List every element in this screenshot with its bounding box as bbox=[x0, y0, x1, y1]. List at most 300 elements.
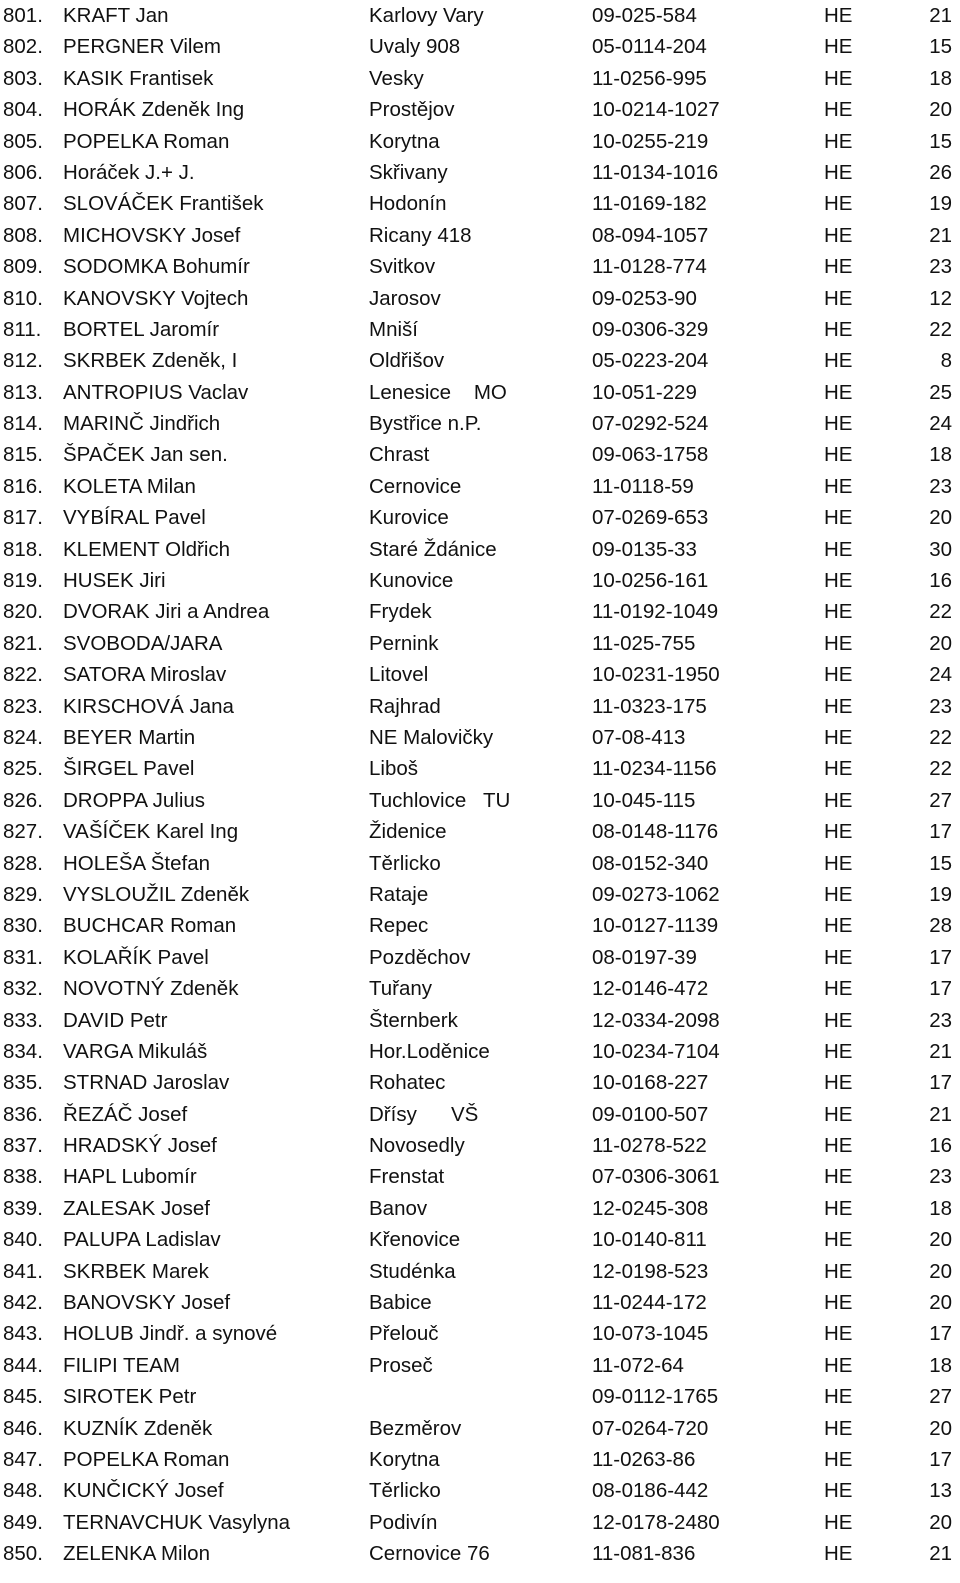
location-cell: Kunovice bbox=[369, 569, 454, 593]
breeder-name-cell: HRADSKÝ Josef bbox=[63, 1134, 217, 1158]
score-cell: 23 bbox=[929, 255, 952, 279]
breeder-name-cell: MARINČ Jindřich bbox=[63, 412, 221, 436]
ring-number-cell: 10-051-229 bbox=[592, 380, 697, 404]
rank-cell: 816. bbox=[3, 474, 43, 498]
rank-cell: 850. bbox=[3, 1542, 43, 1566]
breeder-name-cell: HORÁK Zdeněk Ing bbox=[63, 98, 245, 122]
category-cell: HE bbox=[824, 160, 853, 184]
score-cell: 17 bbox=[929, 820, 952, 844]
ring-number-cell: 11-0256-995 bbox=[592, 66, 707, 90]
score-cell: 23 bbox=[929, 474, 952, 498]
category-cell: HE bbox=[824, 98, 853, 122]
rank-cell: 832. bbox=[3, 977, 43, 1001]
breeder-name-cell: SVOBODA/JARA bbox=[63, 631, 223, 655]
ring-number-cell: 12-0198-523 bbox=[592, 1259, 709, 1283]
category-cell: HE bbox=[824, 412, 853, 436]
score-cell: 19 bbox=[929, 192, 952, 216]
table-row bbox=[0, 973, 960, 1004]
ring-number-cell: 09-0112-1765 bbox=[592, 1385, 719, 1409]
breeder-name-cell: KLEMENT Oldřich bbox=[63, 537, 231, 561]
table-row bbox=[0, 1475, 960, 1506]
score-cell: 24 bbox=[929, 412, 952, 436]
location-cell: Šternberk bbox=[369, 1008, 458, 1032]
table-row bbox=[0, 471, 960, 502]
location-cell: Rataje bbox=[369, 882, 429, 906]
rank-cell: 822. bbox=[3, 663, 43, 687]
category-cell: HE bbox=[824, 4, 853, 27]
location-cell: Mniší bbox=[369, 317, 418, 341]
score-cell: 27 bbox=[929, 788, 952, 812]
breeder-name-cell: SLOVÁČEK František bbox=[63, 192, 264, 216]
rank-cell: 838. bbox=[3, 1165, 43, 1189]
category-cell: HE bbox=[824, 569, 853, 593]
ring-number-cell: 05-0223-204 bbox=[592, 349, 709, 373]
score-cell: 23 bbox=[929, 1165, 952, 1189]
rank-cell: 818. bbox=[3, 537, 43, 561]
score-cell: 16 bbox=[929, 569, 952, 593]
breeder-name-cell: KOLAŘÍK Pavel bbox=[63, 945, 209, 969]
score-cell: 21 bbox=[929, 223, 952, 247]
breeder-name-cell: HUSEK Jiri bbox=[63, 569, 166, 593]
rank-cell: 807. bbox=[3, 192, 43, 216]
table-row bbox=[0, 94, 960, 125]
category-cell: HE bbox=[824, 1322, 853, 1346]
location-cell: NE Malovičky bbox=[369, 725, 494, 749]
score-cell: 20 bbox=[929, 506, 952, 530]
breeder-name-cell: BORTEL Jaromír bbox=[63, 317, 220, 341]
score-cell: 20 bbox=[929, 1228, 952, 1252]
category-cell: HE bbox=[824, 66, 853, 90]
score-cell: 20 bbox=[929, 98, 952, 122]
score-cell: 17 bbox=[929, 1447, 952, 1471]
rank-cell: 804. bbox=[3, 98, 43, 122]
table-row bbox=[0, 63, 960, 94]
category-cell: HE bbox=[824, 725, 853, 749]
rank-cell: 835. bbox=[3, 1071, 43, 1095]
score-cell: 18 bbox=[929, 443, 952, 467]
category-cell: HE bbox=[824, 317, 853, 341]
table-row bbox=[0, 1193, 960, 1224]
category-cell: HE bbox=[824, 129, 853, 153]
table-row bbox=[0, 502, 960, 533]
ring-number-cell: 11-0192-1049 bbox=[592, 600, 719, 624]
table-row bbox=[0, 848, 960, 879]
ring-number-cell: 11-0244-172 bbox=[592, 1291, 707, 1315]
rank-cell: 843. bbox=[3, 1322, 43, 1346]
rank-cell: 845. bbox=[3, 1385, 43, 1409]
location-cell: Pozděchov bbox=[369, 945, 471, 969]
table-row bbox=[0, 1381, 960, 1412]
location-cell: Liboš bbox=[369, 757, 419, 781]
rank-cell: 808. bbox=[3, 223, 43, 247]
score-cell: 16 bbox=[929, 1134, 952, 1158]
rank-cell: 806. bbox=[3, 160, 43, 184]
breeder-name-cell: ZALESAK Josef bbox=[63, 1196, 210, 1220]
ring-number-cell: 05-0114-204 bbox=[592, 35, 707, 59]
location-cell: Litovel bbox=[369, 663, 429, 687]
table-row bbox=[0, 408, 960, 439]
table-row bbox=[0, 1444, 960, 1475]
rank-cell: 844. bbox=[3, 1353, 43, 1377]
ring-number-cell: 08-0152-340 bbox=[592, 851, 709, 875]
category-cell: HE bbox=[824, 757, 853, 781]
location-cell: Frenstat bbox=[369, 1165, 445, 1189]
breeder-name-cell: SKRBEK Zdeněk, I bbox=[63, 349, 238, 373]
rank-cell: 849. bbox=[3, 1510, 43, 1534]
rank-cell: 841. bbox=[3, 1259, 43, 1283]
table-row bbox=[0, 1067, 960, 1098]
location-cell: Křenovice bbox=[369, 1228, 461, 1252]
rank-cell: 833. bbox=[3, 1008, 43, 1032]
location-cell: Ricany 418 bbox=[369, 223, 472, 247]
breeder-name-cell: VAŠÍČEK Karel Ing bbox=[63, 820, 239, 844]
rank-cell: 846. bbox=[3, 1416, 43, 1440]
breeder-name-cell: SKRBEK Marek bbox=[63, 1259, 209, 1283]
score-cell: 17 bbox=[929, 1322, 952, 1346]
location-cell: Hodonín bbox=[369, 192, 447, 216]
breeder-name-cell: TERNAVCHUK Vasylyna bbox=[63, 1510, 291, 1534]
category-cell: HE bbox=[824, 380, 853, 404]
score-cell: 18 bbox=[929, 66, 952, 90]
score-cell: 21 bbox=[929, 1542, 952, 1566]
location-cell: Studénka bbox=[369, 1259, 456, 1283]
breeder-name-cell: STRNAD Jaroslav bbox=[63, 1071, 230, 1095]
table-row bbox=[0, 565, 960, 596]
ring-number-cell: 11-0134-1016 bbox=[592, 160, 719, 184]
ring-number-cell: 11-0323-175 bbox=[592, 694, 707, 718]
table-row bbox=[0, 722, 960, 753]
category-cell: HE bbox=[824, 1071, 853, 1095]
ring-number-cell: 12-0334-2098 bbox=[592, 1008, 720, 1032]
location-cell: Uvaly 908 bbox=[369, 35, 461, 59]
location-cell: Cernovice bbox=[369, 474, 462, 498]
table-row bbox=[0, 785, 960, 816]
category-cell: HE bbox=[824, 977, 853, 1001]
breeder-name-cell: SODOMKA Bohumír bbox=[63, 255, 250, 279]
category-cell: HE bbox=[824, 474, 853, 498]
table-row bbox=[0, 188, 960, 219]
location-cell: Korytna bbox=[369, 1447, 440, 1471]
category-cell: HE bbox=[824, 788, 853, 812]
table-row bbox=[0, 816, 960, 847]
ring-number-cell: 09-0253-90 bbox=[592, 286, 697, 310]
ring-number-cell: 07-0292-524 bbox=[592, 412, 709, 436]
category-cell: HE bbox=[824, 1510, 853, 1534]
breeder-name-cell: HOLEŠA Štefan bbox=[63, 851, 211, 875]
rank-cell: 825. bbox=[3, 757, 43, 781]
category-cell: HE bbox=[824, 882, 853, 906]
category-cell: HE bbox=[824, 1542, 853, 1566]
breeder-name-cell: Horáček J.+ J. bbox=[63, 160, 195, 184]
ring-number-cell: 09-0135-33 bbox=[592, 537, 697, 561]
rank-cell: 826. bbox=[3, 788, 43, 812]
breeder-name-cell: SIROTEK Petr bbox=[63, 1385, 197, 1409]
rank-cell: 827. bbox=[3, 820, 43, 844]
breeder-name-cell: FILIPI TEAM bbox=[63, 1353, 180, 1377]
rank-cell: 805. bbox=[3, 129, 43, 153]
breeder-name-cell: PALUPA Ladislav bbox=[63, 1228, 221, 1252]
location-cell: Tuchlovice TU bbox=[369, 788, 511, 812]
breeder-name-cell: BUCHCAR Roman bbox=[63, 914, 237, 938]
score-cell: 20 bbox=[929, 1259, 952, 1283]
rank-cell: 840. bbox=[3, 1228, 43, 1252]
category-cell: HE bbox=[824, 1039, 853, 1063]
breeder-name-cell: HOLUB Jindř. a synové bbox=[63, 1322, 278, 1346]
location-cell: Skřivany bbox=[369, 160, 448, 184]
table-row bbox=[0, 1256, 960, 1287]
location-cell: Kurovice bbox=[369, 506, 449, 530]
location-cell: Jarosov bbox=[369, 286, 441, 310]
ring-number-cell: 07-0306-3061 bbox=[592, 1165, 720, 1189]
table-row bbox=[0, 1036, 960, 1067]
ring-number-cell: 12-0245-308 bbox=[592, 1196, 709, 1220]
rank-cell: 837. bbox=[3, 1134, 43, 1158]
table-row bbox=[0, 1224, 960, 1255]
rank-cell: 815. bbox=[3, 443, 43, 467]
score-cell: 17 bbox=[929, 1071, 952, 1095]
table-row bbox=[0, 314, 960, 345]
table-row bbox=[0, 1099, 960, 1130]
breeder-name-cell: KASIK Frantisek bbox=[63, 66, 214, 90]
rank-cell: 834. bbox=[3, 1039, 43, 1063]
table-row bbox=[0, 1350, 960, 1381]
rank-cell: 801. bbox=[3, 4, 43, 27]
location-cell: Hor.Loděnice bbox=[369, 1039, 490, 1063]
score-cell: 30 bbox=[929, 537, 952, 561]
rank-cell: 810. bbox=[3, 286, 43, 310]
rank-cell: 809. bbox=[3, 255, 43, 279]
rank-cell: 819. bbox=[3, 569, 43, 593]
table-row bbox=[0, 345, 960, 376]
score-cell: 20 bbox=[929, 1510, 952, 1534]
score-cell: 15 bbox=[929, 129, 952, 153]
rank-cell: 829. bbox=[3, 882, 43, 906]
score-cell: 15 bbox=[929, 35, 952, 59]
breeder-name-cell: SATORA Miroslav bbox=[63, 663, 227, 687]
table-row bbox=[0, 1161, 960, 1192]
ring-number-cell: 10-0256-161 bbox=[592, 569, 709, 593]
rank-cell: 828. bbox=[3, 851, 43, 875]
ring-number-cell: 07-0269-653 bbox=[592, 506, 709, 530]
category-cell: HE bbox=[824, 192, 853, 216]
rank-cell: 811. bbox=[3, 317, 42, 341]
score-cell: 21 bbox=[929, 1102, 952, 1126]
ring-number-cell: 11-0118-59 bbox=[592, 474, 694, 498]
category-cell: HE bbox=[824, 694, 853, 718]
score-cell: 18 bbox=[929, 1196, 952, 1220]
location-cell: Tuřany bbox=[369, 977, 433, 1001]
score-cell: 15 bbox=[929, 851, 952, 875]
location-cell: Cernovice 76 bbox=[369, 1542, 490, 1566]
category-cell: HE bbox=[824, 1385, 853, 1409]
ring-number-cell: 09-0100-507 bbox=[592, 1102, 709, 1126]
category-cell: HE bbox=[824, 537, 853, 561]
ring-number-cell: 08-0148-1176 bbox=[592, 820, 719, 844]
category-cell: HE bbox=[824, 349, 853, 373]
score-cell: 17 bbox=[929, 977, 952, 1001]
breeder-name-cell: KUNČICKÝ Josef bbox=[63, 1479, 224, 1503]
location-cell: Těrlicko bbox=[369, 851, 441, 875]
location-cell: Prostějov bbox=[369, 98, 455, 122]
table-row bbox=[0, 942, 960, 973]
ring-number-cell: 11-0278-522 bbox=[592, 1134, 707, 1158]
ring-number-cell: 08-0197-39 bbox=[592, 945, 697, 969]
rank-cell: 802. bbox=[3, 35, 43, 59]
breeder-name-cell: BEYER Martin bbox=[63, 725, 196, 749]
ring-number-cell: 09-0273-1062 bbox=[592, 882, 720, 906]
category-cell: HE bbox=[824, 851, 853, 875]
breeder-name-cell: BANOVSKY Josef bbox=[63, 1291, 231, 1315]
ring-number-cell: 12-0178-2480 bbox=[592, 1510, 720, 1534]
table-row bbox=[0, 439, 960, 470]
table-row bbox=[0, 1130, 960, 1161]
category-cell: HE bbox=[824, 1102, 853, 1126]
category-cell: HE bbox=[824, 1228, 853, 1252]
score-cell: 23 bbox=[929, 694, 952, 718]
location-cell: Rajhrad bbox=[369, 694, 441, 718]
score-cell: 25 bbox=[929, 380, 952, 404]
score-cell: 26 bbox=[929, 160, 952, 184]
category-cell: HE bbox=[824, 600, 853, 624]
category-cell: HE bbox=[824, 914, 853, 938]
score-cell: 22 bbox=[929, 600, 952, 624]
table-row bbox=[0, 691, 960, 722]
score-cell: 19 bbox=[929, 882, 952, 906]
score-cell: 8 bbox=[940, 349, 952, 373]
breeder-name-cell: KOLETA Milan bbox=[63, 474, 196, 498]
table-row bbox=[0, 628, 960, 659]
ring-number-cell: 11-072-64 bbox=[592, 1353, 684, 1377]
ring-number-cell: 09-025-584 bbox=[592, 4, 697, 27]
breeder-name-cell: POPELKA Roman bbox=[63, 129, 230, 153]
table-row bbox=[0, 31, 960, 62]
ring-number-cell: 10-0214-1027 bbox=[592, 98, 720, 122]
score-cell: 28 bbox=[929, 914, 952, 938]
category-cell: HE bbox=[824, 1291, 853, 1315]
category-cell: HE bbox=[824, 35, 853, 59]
ring-number-cell: 11-025-755 bbox=[592, 631, 696, 655]
category-cell: HE bbox=[824, 443, 853, 467]
rank-cell: 830. bbox=[3, 914, 43, 938]
rank-cell: 839. bbox=[3, 1196, 43, 1220]
breeder-name-cell: ZELENKA Milon bbox=[63, 1542, 210, 1566]
ring-number-cell: 11-0169-182 bbox=[592, 192, 707, 216]
location-cell: Těrlicko bbox=[369, 1479, 441, 1503]
breeder-name-cell: KRAFT Jan bbox=[63, 4, 169, 27]
ring-number-cell: 10-0127-1139 bbox=[592, 914, 719, 938]
table-row bbox=[0, 157, 960, 188]
rank-cell: 813. bbox=[3, 380, 43, 404]
rank-cell: 842. bbox=[3, 1291, 43, 1315]
breeder-name-cell: NOVOTNÝ Zdeněk bbox=[63, 977, 239, 1001]
category-cell: HE bbox=[824, 1479, 853, 1503]
location-cell: Novosedly bbox=[369, 1134, 465, 1158]
location-cell: Staré Ždánice bbox=[369, 537, 497, 561]
breeder-name-cell: ŘEZÁČ Josef bbox=[63, 1102, 188, 1126]
breeder-name-cell: PERGNER Vilem bbox=[63, 35, 221, 59]
location-cell: Bystřice n.P. bbox=[369, 412, 482, 436]
score-cell: 21 bbox=[929, 4, 952, 27]
location-cell: Oldřišov bbox=[369, 349, 445, 373]
category-cell: HE bbox=[824, 286, 853, 310]
ring-number-cell: 10-0231-1950 bbox=[592, 663, 720, 687]
ring-number-cell: 11-0263-86 bbox=[592, 1447, 696, 1471]
location-cell: Lenesice MO bbox=[369, 380, 507, 404]
location-cell: Svitkov bbox=[369, 255, 436, 279]
score-cell: 27 bbox=[929, 1385, 952, 1409]
table-row bbox=[0, 0, 960, 31]
breeder-name-cell: HAPL Lubomír bbox=[63, 1165, 197, 1189]
location-cell: Proseč bbox=[369, 1353, 433, 1377]
rank-cell: 820. bbox=[3, 600, 43, 624]
category-cell: HE bbox=[824, 663, 853, 687]
breeder-name-cell: VYSLOUŽIL Zdeněk bbox=[63, 882, 250, 906]
table-row bbox=[0, 596, 960, 627]
rank-cell: 817. bbox=[3, 506, 43, 530]
rank-cell: 814. bbox=[3, 412, 43, 436]
location-cell: Vesky bbox=[369, 66, 424, 90]
table-row bbox=[0, 910, 960, 941]
breeder-name-cell: VARGA Mikuláš bbox=[63, 1039, 208, 1063]
category-cell: HE bbox=[824, 945, 853, 969]
location-cell: Banov bbox=[369, 1196, 428, 1220]
ring-number-cell: 09-0306-329 bbox=[592, 317, 709, 341]
ring-number-cell: 10-073-1045 bbox=[592, 1322, 709, 1346]
score-cell: 22 bbox=[929, 317, 952, 341]
breeder-name-cell: VYBÍRAL Pavel bbox=[63, 506, 206, 530]
rank-cell: 824. bbox=[3, 725, 43, 749]
category-cell: HE bbox=[824, 506, 853, 530]
breeder-name-cell: DROPPA Julius bbox=[63, 788, 206, 812]
score-cell: 21 bbox=[929, 1039, 952, 1063]
ring-number-cell: 07-0264-720 bbox=[592, 1416, 709, 1440]
rank-cell: 836. bbox=[3, 1102, 43, 1126]
score-cell: 18 bbox=[929, 1353, 952, 1377]
category-cell: HE bbox=[824, 1196, 853, 1220]
score-cell: 20 bbox=[929, 1416, 952, 1440]
table-row bbox=[0, 251, 960, 282]
rank-cell: 847. bbox=[3, 1447, 43, 1471]
score-cell: 23 bbox=[929, 1008, 952, 1032]
location-cell: Židenice bbox=[369, 820, 447, 844]
ring-number-cell: 11-081-836 bbox=[592, 1542, 696, 1566]
location-cell: Dřísy VŠ bbox=[369, 1102, 479, 1126]
table-row bbox=[0, 534, 960, 565]
category-cell: HE bbox=[824, 1259, 853, 1283]
location-cell: Frydek bbox=[369, 600, 432, 624]
location-cell: Korytna bbox=[369, 129, 440, 153]
ring-number-cell: 10-045-115 bbox=[592, 788, 696, 812]
ring-number-cell: 10-0140-811 bbox=[592, 1228, 707, 1252]
table-row bbox=[0, 1005, 960, 1036]
ring-number-cell: 10-0255-219 bbox=[592, 129, 709, 153]
category-cell: HE bbox=[824, 255, 853, 279]
table-row bbox=[0, 1538, 960, 1569]
breeder-name-cell: ŠPAČEK Jan sen. bbox=[63, 443, 228, 467]
rank-cell: 803. bbox=[3, 66, 43, 90]
category-cell: HE bbox=[824, 1165, 853, 1189]
table-row bbox=[0, 1507, 960, 1538]
score-cell: 12 bbox=[929, 286, 952, 310]
ring-number-cell: 10-0168-227 bbox=[592, 1071, 709, 1095]
location-cell: Bezměrov bbox=[369, 1416, 462, 1440]
score-cell: 17 bbox=[929, 945, 952, 969]
score-cell: 24 bbox=[929, 663, 952, 687]
score-cell: 20 bbox=[929, 631, 952, 655]
category-cell: HE bbox=[824, 631, 853, 655]
table-row bbox=[0, 220, 960, 251]
score-cell: 22 bbox=[929, 725, 952, 749]
